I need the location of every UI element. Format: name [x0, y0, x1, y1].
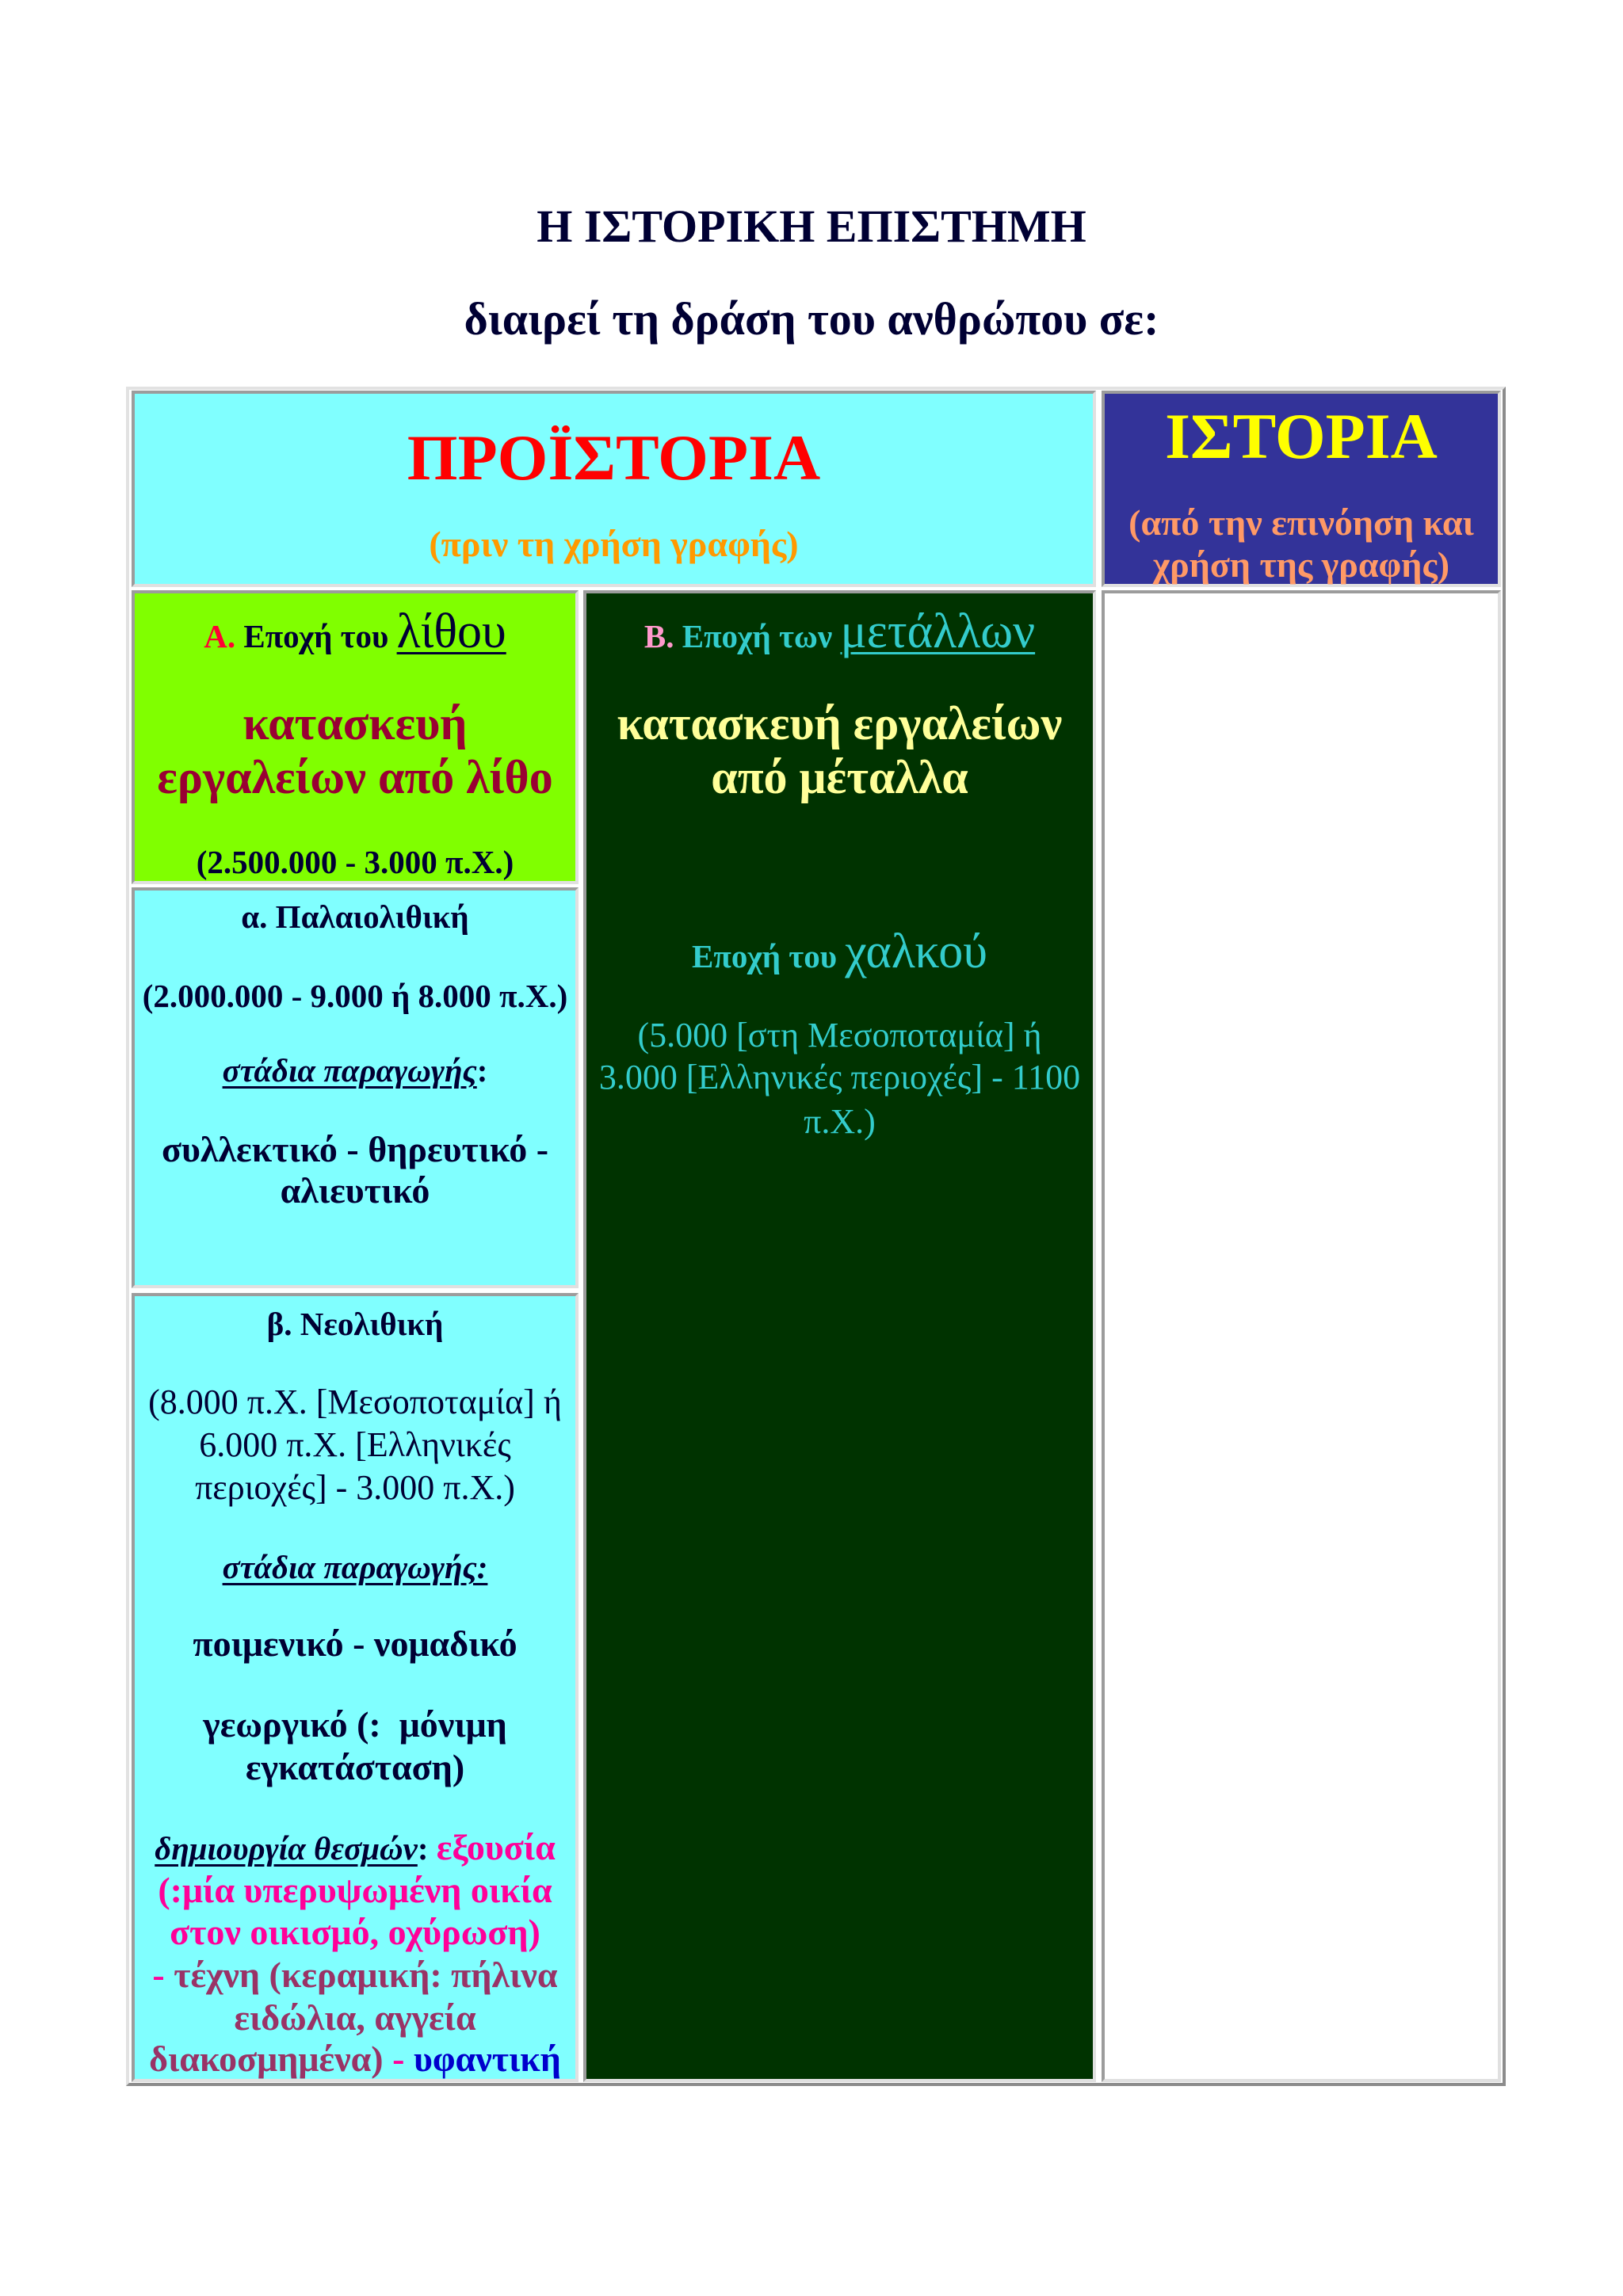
history-note-line: (από την επινόηση και — [1128, 502, 1474, 543]
weaving-dash: - — [392, 2039, 405, 2079]
paleolithic-dates: (2.000.000 - 9.000 ή 8.000 π.Χ.) — [142, 978, 568, 1014]
metal-age-keyword: μετάλλων — [840, 605, 1036, 658]
history-content-cell — [1102, 590, 1501, 2082]
neolithic-agriculture: γεωργικό (: μόνιμη — [203, 1704, 507, 1745]
bronze-age-label: Εποχή του — [692, 938, 837, 974]
bronze-age-dates: (5.000 [στη Μεσοποταμία] ή — [637, 1016, 1042, 1055]
paleolithic-stages: συλλεκτικό - θηρευτικό - — [161, 1129, 549, 1169]
art-line: ειδώλια, αγγεία — [234, 1997, 476, 2038]
power-description: στον οικισμό, οχύρωση) — [170, 1912, 540, 1952]
stone-age-cell — [132, 590, 579, 884]
neolithic-dates: (8.000 π.Χ. [Μεσοποταμία] ή — [148, 1383, 562, 1421]
paleolithic-stages-heading — [135, 1051, 575, 1090]
neolithic-stages-heading — [135, 1547, 575, 1587]
bronze-age-dates: 3.000 [Ελληνικές περιοχές] - 1100 — [598, 1058, 1081, 1097]
art-line — [135, 1954, 575, 1997]
neolithic-dates: 6.000 π.Χ. [Ελληνικές — [199, 1425, 511, 1464]
stone-age-heading — [135, 603, 575, 665]
neolithic-title: β. Νεολιθική — [266, 1306, 444, 1342]
stages-colon: : — [476, 1052, 488, 1089]
metal-age-description: κατασκευή εργαλείων — [617, 697, 1063, 749]
neolithic-institutions — [135, 1826, 575, 1870]
metal-age-letter: Β. — [643, 618, 674, 654]
neolithic-stages: ποιμενικό - νομαδικό — [193, 1623, 517, 1664]
neolithic-dates: περιοχές] - 3.000 π.Χ.) — [195, 1468, 515, 1507]
institutions-label: δημιουργία θεσμών — [155, 1830, 418, 1867]
metal-age-cell — [583, 590, 1096, 2082]
history-note-line: χρήση της γραφής) — [1152, 544, 1450, 585]
bronze-age-dates: π.Χ.) — [804, 1102, 876, 1141]
prehistory-title: ΠΡΟΪΣΤΟΡΙΑ — [407, 421, 821, 494]
metal-age-description: από μέταλλα — [711, 751, 968, 803]
art-dash: - — [152, 1955, 165, 1995]
history-title: ΙΣΤΟΡΙΑ — [1165, 400, 1438, 472]
history-cell — [1102, 391, 1501, 587]
stone-age-letter: Α. — [204, 618, 236, 654]
stone-age-description: εργαλείων από λίθο — [157, 751, 553, 803]
paleolithic-cell — [132, 887, 579, 1288]
eras-table — [126, 387, 1506, 2086]
paleolithic-title: α. Παλαιολιθική — [241, 898, 469, 935]
bronze-age-keyword: χαλκού — [845, 925, 987, 978]
weaving-label: υφαντική — [413, 2039, 561, 2079]
page-subtitle: διαιρεί τη δράση του ανθρώπου σε: — [464, 293, 1159, 345]
art-text: διακοσμημένα) — [149, 2039, 384, 2079]
art-line — [135, 2039, 575, 2080]
stone-age-description: κατασκευή — [242, 697, 468, 749]
stages-label: στάδια παραγωγής — [222, 1052, 477, 1089]
stages-label: στάδια παραγωγής: — [222, 1549, 488, 1585]
prehistory-note: (πριν τη χρήση γραφής) — [429, 524, 799, 564]
neolithic-cell — [132, 1293, 579, 2082]
power-label: εξουσία — [436, 1827, 556, 1867]
stone-age-label: Εποχή του — [243, 618, 389, 654]
stone-age-dates: (2.500.000 - 3.000 π.Χ.) — [196, 844, 514, 880]
paleolithic-stages: αλιευτικό — [280, 1170, 430, 1211]
bronze-age-heading — [586, 923, 1093, 985]
institutions-colon: : — [417, 1830, 429, 1867]
metal-age-label: Εποχή των — [682, 618, 833, 654]
art-text: τέχνη (κεραμική: πήλινα — [174, 1955, 558, 1995]
stone-age-keyword: λίθου — [396, 605, 506, 658]
power-description: (:μία υπερυψωμένη οικία — [158, 1870, 552, 1910]
metal-age-heading — [586, 603, 1093, 665]
neolithic-agriculture: εγκατάσταση) — [245, 1747, 465, 1787]
prehistory-cell — [132, 391, 1096, 587]
page-title: Η ΙΣΤΟΡΙΚΗ ΕΠΙΣΤΗΜΗ — [537, 200, 1086, 252]
